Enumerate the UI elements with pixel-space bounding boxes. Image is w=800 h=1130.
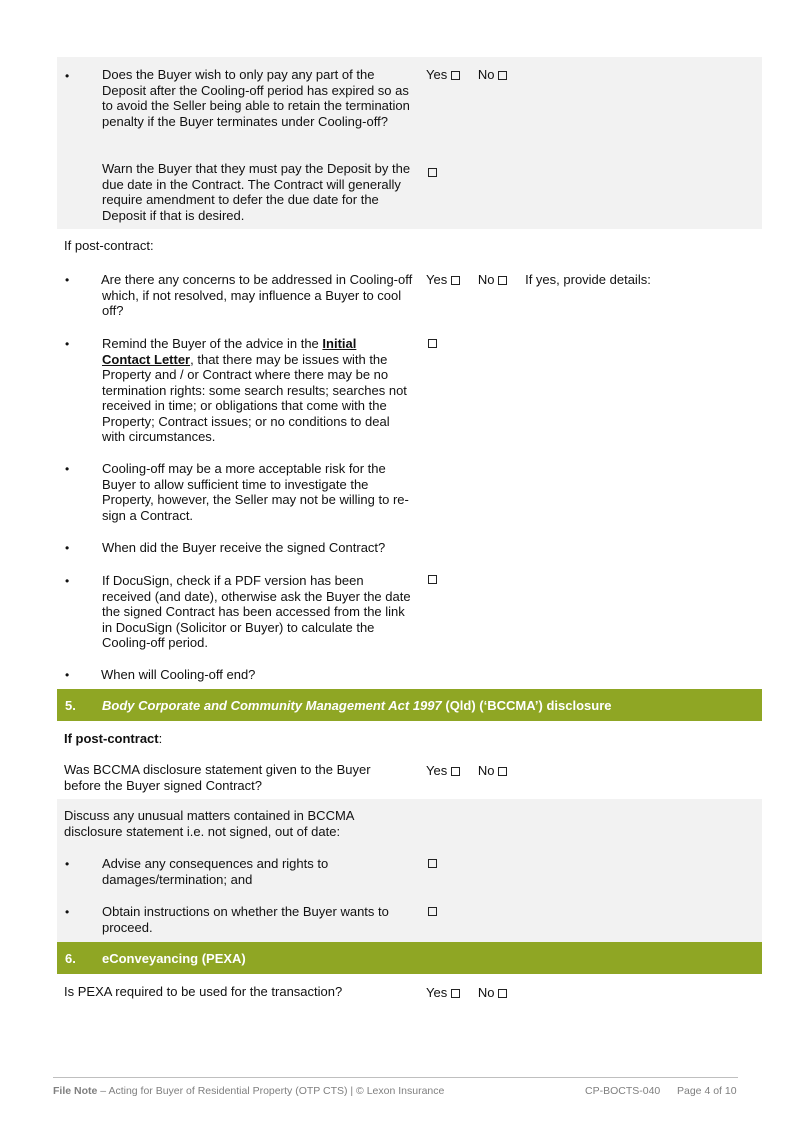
deposit-question-block xyxy=(57,57,762,229)
docusign-check: If DocuSign, check if a PDF version has been received (and date), otherwise ask the Buyer the date the signed Contract has been accessed from the link in DocuSign (Solicitor or Buyer) to calculate the Cooling-off period. xyxy=(102,573,415,650)
no-label: No xyxy=(477,272,495,287)
section-6-number: 6. xyxy=(65,951,76,966)
bullet: • xyxy=(65,857,70,871)
no-checkbox[interactable] xyxy=(498,71,507,80)
pexa-yes-no xyxy=(426,985,507,1001)
advise-consequences: Advise any consequences and rights to damages/termination; and xyxy=(102,856,332,887)
colon: : xyxy=(158,731,163,746)
cooling-off-risk-note: Cooling-off may be a more acceptable risk for the Buyer to allow sufficient time to investigate the Property, however, the Seller may not be willing to re-sign a Contract. xyxy=(102,461,409,523)
signed-contract-question: When did the Buyer receive the signed Contract? xyxy=(102,540,386,555)
bullet: • xyxy=(65,574,70,588)
bullet: • xyxy=(65,273,70,287)
deposit-warning-checkbox[interactable] xyxy=(428,168,437,177)
footer-code: CP-BOCTS-040 xyxy=(585,1085,661,1097)
bullet: • xyxy=(65,69,70,83)
section-5-title xyxy=(102,698,611,714)
yes-label: Yes xyxy=(426,985,448,1000)
section-5-title-rest: (Qld) (‘BCCMA’) disclosure xyxy=(441,698,612,713)
bccma-given-question: Was BCCMA disclosure statement given to the Buyer before the Buyer signed Contract? xyxy=(64,762,375,793)
act-name: Body Corporate and Community Management Act 1997 xyxy=(102,698,442,713)
footer-title-rest: – Acting for Buyer of Residential Property (OTP CTS) | © Lexon Insurance xyxy=(97,1085,445,1097)
deposit-warning: Warn the Buyer that they must pay the Deposit by the due date in the Contract. The Contract will generally require amendment to defer the due date for the Deposit if that is desired. xyxy=(102,161,414,223)
no-checkbox[interactable] xyxy=(498,767,507,776)
bccma-yes-no xyxy=(426,763,507,779)
section-5-header xyxy=(57,689,762,721)
footer-title xyxy=(53,1084,444,1100)
cooling-off-end-question: When will Cooling-off end? xyxy=(101,667,256,682)
bullet: • xyxy=(65,462,70,476)
no-label: No xyxy=(477,985,495,1000)
initial-contact-letter-link-cont[interactable]: Contact Letter xyxy=(102,351,191,367)
yes-checkbox[interactable] xyxy=(451,989,460,998)
section-6-header xyxy=(57,942,762,974)
pexa-question: Is PEXA required to be used for the transaction? xyxy=(64,984,343,999)
no-label: No xyxy=(477,763,495,778)
obtain-instructions: Obtain instructions on whether the Buyer wants to proceed. xyxy=(102,904,393,935)
no-checkbox[interactable] xyxy=(498,276,507,285)
deposit-yes-no xyxy=(426,67,507,83)
footer-title-bold: File Note xyxy=(53,1085,98,1097)
section-6-title: eConveyancing (PEXA) xyxy=(102,951,246,966)
advise-checkbox[interactable] xyxy=(428,859,437,868)
yes-checkbox[interactable] xyxy=(451,767,460,776)
yes-label: Yes xyxy=(426,763,448,778)
post-contract-heading: If post-contract: xyxy=(64,238,154,253)
if-post-contract-bold: If post-contract xyxy=(64,731,159,746)
concerns-yes-no xyxy=(426,272,651,288)
section-5-number: 5. xyxy=(65,698,76,713)
docusign-checkbox[interactable] xyxy=(428,575,437,584)
bullet: • xyxy=(65,541,70,555)
reminder-text-end: , that there may be issues with the Property and / or Contract where there may be no termination rights: some search results; searches not received in time; or obligations that come with the Property; Contract issues; or no conditions to deal with circumstances. xyxy=(102,351,411,444)
yes-checkbox[interactable] xyxy=(451,71,460,80)
no-checkbox[interactable] xyxy=(498,989,507,998)
cooling-off-concerns-question: Are there any concerns to be addressed in Cooling-off which, if not resolved, may influence a Buyer to cool off? xyxy=(101,272,416,318)
initial-contact-letter-link[interactable]: Initial xyxy=(322,336,357,351)
footer-page-number: Page 4 of 10 xyxy=(677,1085,737,1097)
yes-label: Yes xyxy=(426,67,448,82)
page-footer xyxy=(53,1077,738,1097)
yes-label: Yes xyxy=(426,272,448,287)
instructions-checkbox[interactable] xyxy=(428,907,437,916)
bullet: • xyxy=(65,337,70,351)
if-post-contract-label xyxy=(64,731,162,747)
yes-checkbox[interactable] xyxy=(451,276,460,285)
bullet: • xyxy=(65,668,70,682)
no-label: No xyxy=(477,67,495,82)
details-label: If yes, provide details: xyxy=(525,272,651,287)
deposit-question: Does the Buyer wish to only pay any part of the Deposit after the Cooling-off period has expired so as to avoid the Seller being able to retain the termination penalty if the Buyer terminates under Cooling-off? xyxy=(102,67,414,129)
bccma-discuss-block xyxy=(57,799,762,942)
initial-contact-reminder xyxy=(102,336,414,445)
bullet: • xyxy=(65,905,70,919)
reminder-text-start: Remind the Buyer of the advice in the xyxy=(102,336,323,351)
bccma-discuss-text: Discuss any unusual matters contained in BCCMA disclosure statement i.e. not signed, out of date: xyxy=(64,808,358,839)
reminder-checkbox[interactable] xyxy=(428,339,437,348)
